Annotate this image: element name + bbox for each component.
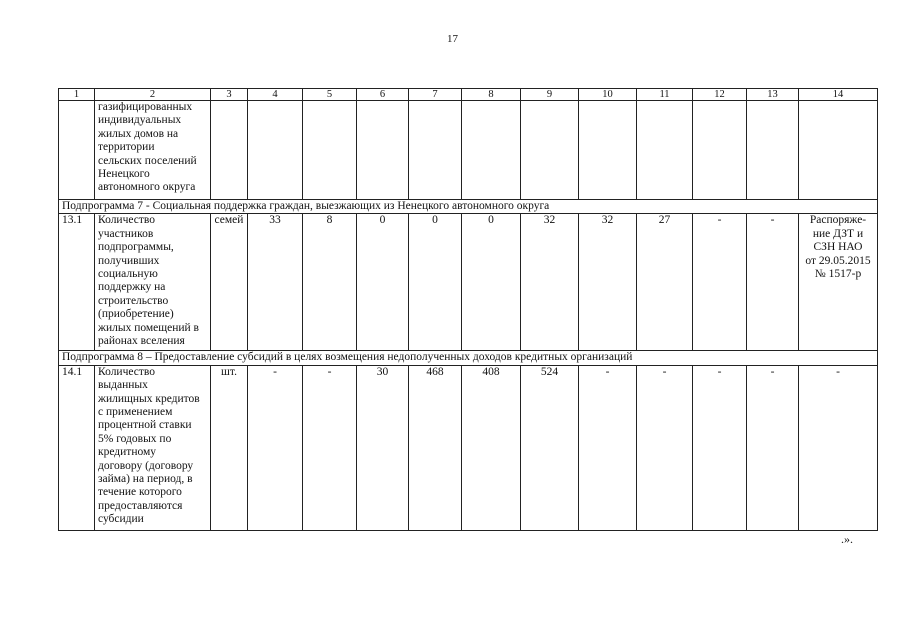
value-cell (462, 101, 521, 200)
table-row-14-1 (59, 365, 878, 530)
column-header: 7 (409, 89, 462, 101)
closing-quote-mark: .». (841, 532, 853, 546)
column-header: 11 (637, 89, 693, 101)
value-cell: - (747, 214, 799, 351)
row-number-cell: 14.1 (59, 365, 95, 530)
column-header: 5 (303, 89, 357, 101)
value-cell: 32 (579, 214, 637, 351)
column-header: 4 (248, 89, 303, 101)
value-cell: 524 (521, 365, 579, 530)
subprogram-8-row (59, 351, 878, 365)
subprogram-7-row (59, 200, 878, 214)
value-cell (357, 101, 409, 200)
value-cell: - (579, 365, 637, 530)
indicator-name-cell: Количество выданных жилищных кредитов с применением процентной ставки 5% годовых по кредитному договору (договору займа) на период, в течение которого предоставляются субсидии (95, 365, 211, 530)
column-header: 14 (799, 89, 878, 101)
value-cell: - (693, 365, 747, 530)
subprogram-7-title: Подпрограмма 7 - Социальная поддержка граждан, выезжающих из Ненецкого автономного округа (59, 200, 878, 214)
value-cell (521, 101, 579, 200)
indicator-name-cell: Количество участников подпрограммы, получивших социальную поддержку на строительство (приобретение) жилых помещений в районах вселения (95, 214, 211, 351)
table-row-continuation (59, 101, 878, 200)
value-cell: 468 (409, 365, 462, 530)
column-header: 2 (95, 89, 211, 101)
value-cell: - (747, 365, 799, 530)
source-cell: - (799, 365, 878, 530)
value-cell (303, 101, 357, 200)
page-number: 17 (447, 33, 458, 45)
value-cell: 0 (357, 214, 409, 351)
column-header: 8 (462, 89, 521, 101)
value-cell: 30 (357, 365, 409, 530)
column-header: 12 (693, 89, 747, 101)
indicator-name-cell: газифицированных индивидуальных жилых домов на территории сельских поселений Ненецкого автономного округа (95, 101, 211, 200)
value-cell: - (637, 365, 693, 530)
value-cell (409, 101, 462, 200)
row-number-cell: 13.1 (59, 214, 95, 351)
value-cell: 0 (409, 214, 462, 351)
value-cell (747, 101, 799, 200)
column-header: 10 (579, 89, 637, 101)
column-header: 3 (211, 89, 248, 101)
table-row-13-1 (59, 214, 878, 351)
column-number-row (59, 89, 878, 101)
source-cell: Распоряже- ние ДЗТ и СЗН НАО от 29.05.2015 № 1517-р (799, 214, 878, 351)
value-cell: 8 (303, 214, 357, 351)
column-header: 9 (521, 89, 579, 101)
value-cell (637, 101, 693, 200)
column-header: 6 (357, 89, 409, 101)
value-cell: 27 (637, 214, 693, 351)
value-cell: 33 (248, 214, 303, 351)
value-cell (248, 101, 303, 200)
row-number-cell (59, 101, 95, 200)
subprogram-8-title: Подпрограмма 8 – Предоставление субсидий в целях возмещения недополученных доходов кредитных организаций (59, 351, 878, 365)
unit-cell: шт. (211, 365, 248, 530)
column-header: 13 (747, 89, 799, 101)
value-cell: - (303, 365, 357, 530)
value-cell: 32 (521, 214, 579, 351)
unit-cell (211, 101, 248, 200)
value-cell: 408 (462, 365, 521, 530)
value-cell: 0 (462, 214, 521, 351)
value-cell (579, 101, 637, 200)
unit-cell: семей (211, 214, 248, 351)
indicators-table (58, 88, 878, 531)
source-cell (799, 101, 878, 200)
value-cell (693, 101, 747, 200)
value-cell: - (248, 365, 303, 530)
column-header: 1 (59, 89, 95, 101)
value-cell: - (693, 214, 747, 351)
